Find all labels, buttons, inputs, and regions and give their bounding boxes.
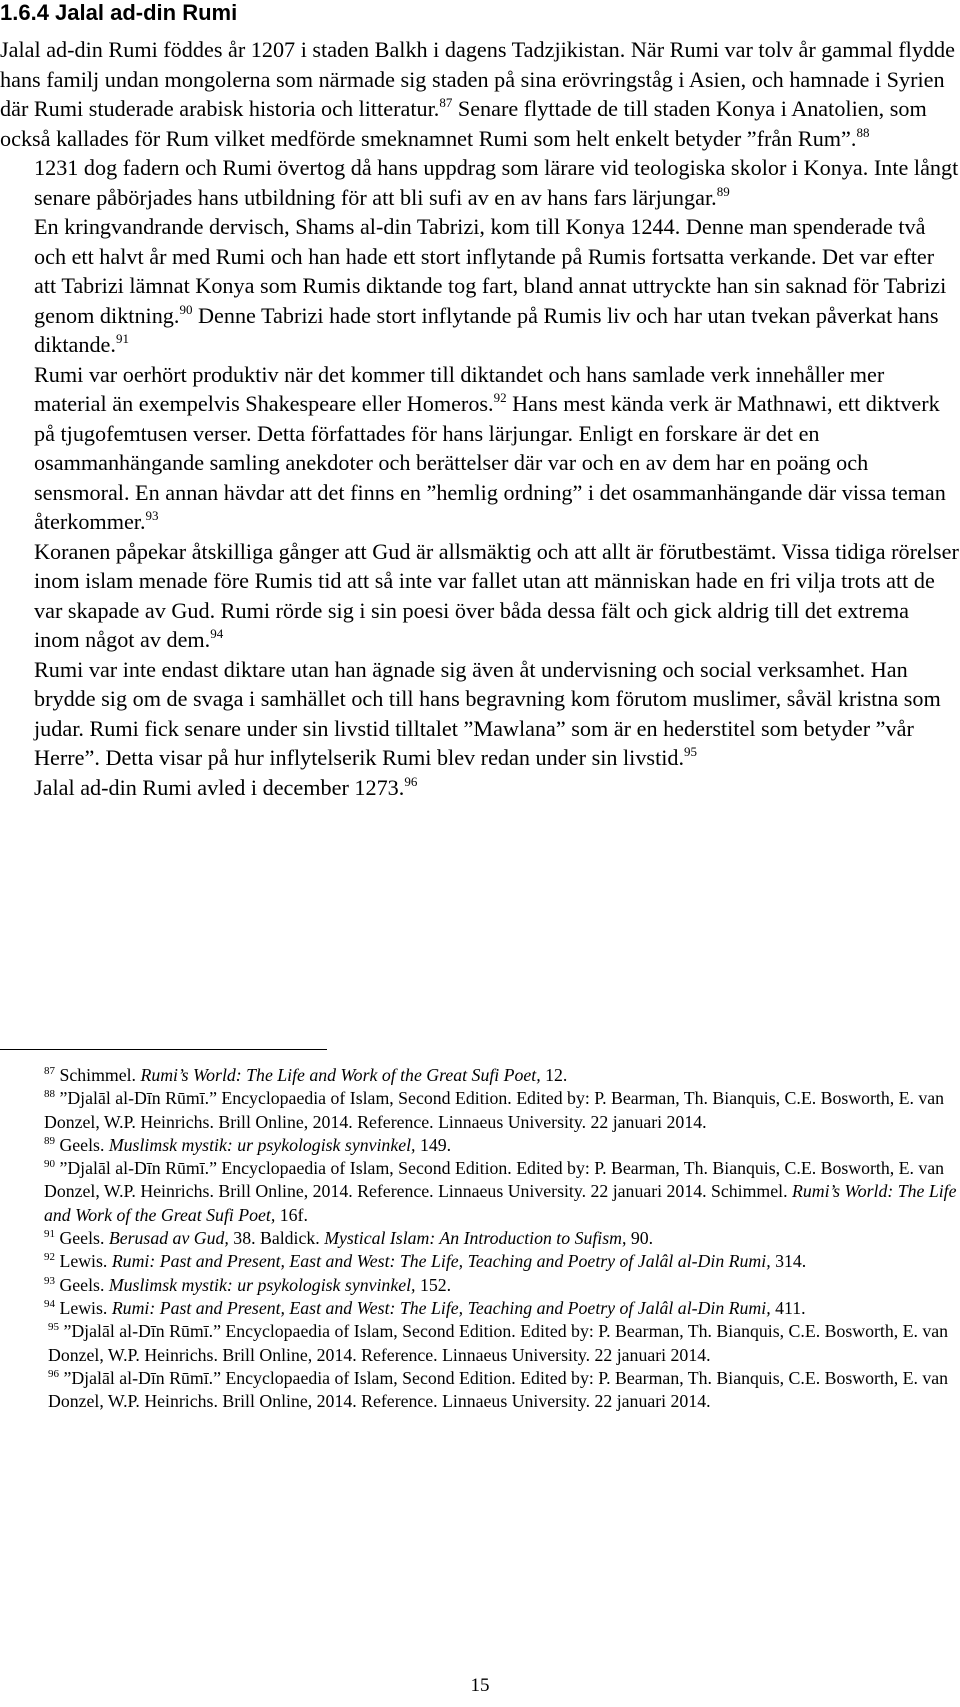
paragraph-3 [0, 212, 960, 360]
footnote-title: Mystical Islam: An Introduction to Sufism [324, 1228, 622, 1249]
footnote-92 [0, 1250, 960, 1273]
footnote-number: 91 [44, 1228, 55, 1241]
footnote-title: Berusad av Gud, [108, 1228, 229, 1249]
footnote-87 [0, 1064, 960, 1087]
footnote-number: 88 [44, 1088, 55, 1101]
footnote-title: Muslimsk mystik: ur psykologisk synvinkel, [108, 1134, 416, 1155]
paragraph-text: Jalal ad-din Rumi avled i december 1273. [34, 774, 405, 800]
footnote-text: , 90. [622, 1228, 654, 1249]
footnote-text: ”Djalāl al-Dīn Rūmī.” Encyclopaedia of Islam, Second Edition. Edited by: P. Bearman, Th. Bianquis, C.E. Bosworth, E. van Donzel, W.P. Heinrichs. Brill Online, 2014. Reference. Linnaeus University. 22 januari 2014. Schimmel. [44, 1158, 945, 1202]
paragraph-text: En kringvandrande dervisch, Shams al-din Tabrizi, kom till Konya 1244. Denne man spenderade två och ett halvt år med Rumi och han hade ett stort inflytande på Rumis fortsatta verkande. Det var efter att Tabrizi lämnat Konya som Rumis diktande tog fart, bland annat uttryckte han sin saknad för Tabrizi genom diktning. [34, 214, 947, 328]
footnote-number: 96 [48, 1367, 59, 1380]
footnote-90 [0, 1157, 960, 1227]
paragraph-text: Rumi var inte endast diktare utan han ägnade sig även åt undervisning och social verksamhet. Han brydde sig om de svaga i samhället och till hans begravning kom förutom muslimer, såväl kristna som judar. Rumi fick senare under sin livstid tilltalet ”Mawlana” som är en hederstitel som betyder ”vår Herre”. Detta visar på hur inflytelserik Rumi blev redan under sin livstid. [34, 656, 941, 770]
footnote-93 [0, 1274, 960, 1297]
footnote-ref[interactable]: 87 [439, 95, 453, 110]
paragraph-5 [0, 537, 960, 655]
footnote-ref[interactable]: 96 [404, 773, 418, 789]
footnote-ref[interactable]: 94 [210, 626, 224, 641]
page-number: 15 [470, 1675, 490, 1696]
footnote-number: 90 [44, 1158, 55, 1171]
footnote-ref[interactable]: 90 [179, 301, 193, 317]
footnote-title: Rumi’s World: The Life and Work of the Great Sufi Poet, [140, 1065, 541, 1085]
footnote-text: 16f. [275, 1204, 308, 1225]
footnote-number: 92 [44, 1251, 55, 1264]
footnote-text: 12. [540, 1065, 568, 1085]
footnote-text: ”Djalāl al-Dīn Rūmī.” Encyclopaedia of Islam, Second Edition. Edited by: P. Bearman, Th. Bianquis, C.E. Bosworth, E. van Donzel, W.P. Heinrichs. Brill Online, 2014. Reference. Linnaeus University. 22 januari 2014. [44, 1088, 945, 1132]
footnote-title: Rumi: Past and Present, East and West: The Life, Teaching and Poetry of Jalâl al-Din Rumi, [111, 1297, 771, 1318]
footnote-title: Muslimsk mystik: ur psykologisk synvinkel, [108, 1274, 416, 1295]
footnote-text: ”Djalāl al-Dīn Rūmī.” Encyclopaedia of Islam, Second Edition. Edited by: P. Bearman, Th. Bianquis, C.E. Bosworth, E. van Donzel, W.P. Heinrichs. Brill Online, 2014. Reference. Linnaeus University. 22 januari 2014. [48, 1321, 949, 1365]
paragraph-text: Hans mest kända verk är Mathnawi, ett diktverk på tjugofemtusen verser. Detta författades för hans lärjungar. Enligt en forskare är det en osammanhängande samling anekdoter och berättelser där var och en av dem har en poäng och sensmoral. En annan hävdar att det finns en ”hemlig ordning” i det osammanhängande där vissa teman återkommer. [34, 391, 946, 534]
footnote-divider [0, 1049, 327, 1050]
footnote-text: 38. Baldick. [228, 1228, 325, 1249]
footnote-ref[interactable]: 91 [115, 331, 129, 346]
footnote-95 [0, 1320, 960, 1367]
footnote-89 [0, 1134, 960, 1157]
footnotes [0, 1064, 960, 1413]
footnote-text: 149. [415, 1134, 452, 1155]
footnote-ref[interactable]: 92 [493, 390, 507, 405]
footnote-text: ”Djalāl al-Dīn Rūmī.” Encyclopaedia of Islam, Second Edition. Edited by: P. Bearman, Th. Bianquis, C.E. Bosworth, E. van Donzel, W.P. Heinrichs. Brill Online, 2014. Reference. Linnaeus University. 22 januari 2014. [48, 1367, 949, 1412]
paragraph-2 [0, 153, 960, 212]
footnote-text: Lewis. [59, 1251, 112, 1272]
footnote-88 [0, 1087, 960, 1134]
footnote-number: 93 [44, 1274, 55, 1287]
footnote-94 [0, 1297, 960, 1320]
footnote-text: 411. [770, 1297, 806, 1318]
paragraph-1 [0, 35, 960, 153]
paragraph-4 [0, 360, 960, 537]
footnote-91 [0, 1227, 960, 1250]
paragraph-text: Senare flyttade de till staden Konya i Anatolien, som också kallades för Rum vilket medförde smeknamnet Rumi som helt enkelt betyder ”från Rum”. [0, 96, 927, 151]
footnote-text: 314. [770, 1251, 807, 1272]
footnote-text: 152. [415, 1274, 452, 1295]
footnote-text: Geels. [59, 1228, 109, 1249]
footnote-ref[interactable]: 95 [684, 744, 698, 759]
paragraph-7 [0, 773, 960, 803]
paragraph-text: Jalal ad-din Rumi föddes år 1207 i staden Balkh i dagens Tadzjikistan. När Rumi var tolv år gammal flydde hans familj undan mongolerna som närmade sig staden på sina erövringståg i Asien, och hamnade i Syrien där Rumi studerade arabisk historia och litteratur. [0, 37, 955, 121]
paragraph-text: Rumi var oerhört produktiv när det kommer till diktandet och hans samlade verk innehåller mer material än exempelvis Shakespeare eller Homeros. [34, 361, 885, 416]
paragraph-text: Denne Tabrizi hade stort inflytande på Rumis liv och har utan tvekan påverkat hans diktande. [34, 302, 939, 357]
footnote-ref[interactable]: 93 [145, 508, 159, 523]
footnote-number: 95 [48, 1321, 59, 1334]
paragraph-6 [0, 655, 960, 773]
footnote-96 [0, 1367, 960, 1414]
footnote-title: Rumi: Past and Present, East and West: The Life, Teaching and Poetry of Jalâl al-Din Rumi, [111, 1251, 771, 1272]
footnote-number: 89 [44, 1134, 55, 1147]
footnote-number: 87 [44, 1065, 55, 1077]
footnote-number: 94 [44, 1297, 55, 1310]
paragraph-text: 1231 dog fadern och Rumi övertog då hans uppdrag som lärare vid teologiska skolor i Konya. Inte långt senare påbörjades hans utbildning för att bli sufi av en av hans fars lärjungar. [34, 155, 959, 210]
footnote-title: Rumi’s World: The Life and Work of the Great Sufi Poet, [44, 1181, 957, 1225]
footnote-text: Geels. [59, 1134, 109, 1155]
footnote-text: Geels. [59, 1274, 109, 1295]
footnote-text: Lewis. [59, 1297, 112, 1318]
body-text [0, 35, 960, 802]
section-heading: 1.6.4 Jalal ad-din Rumi [0, 0, 238, 25]
footnote-text: Schimmel. [59, 1065, 141, 1085]
footnote-ref[interactable]: 89 [716, 183, 730, 199]
paragraph-text: Koranen påpekar åtskilliga gånger att Gud är allsmäktig och att allt är förutbestämt. Vissa tidiga rörelser inom islam menade före Rumis tid att så inte var fallet utan att människan hade en fri vilja trots att de var skapade av Gud. Rumi rörde sig i sin poesi över båda dessa fält och gick aldrig till det extrema inom något av dem. [34, 538, 959, 652]
footnote-ref[interactable]: 88 [856, 124, 870, 140]
